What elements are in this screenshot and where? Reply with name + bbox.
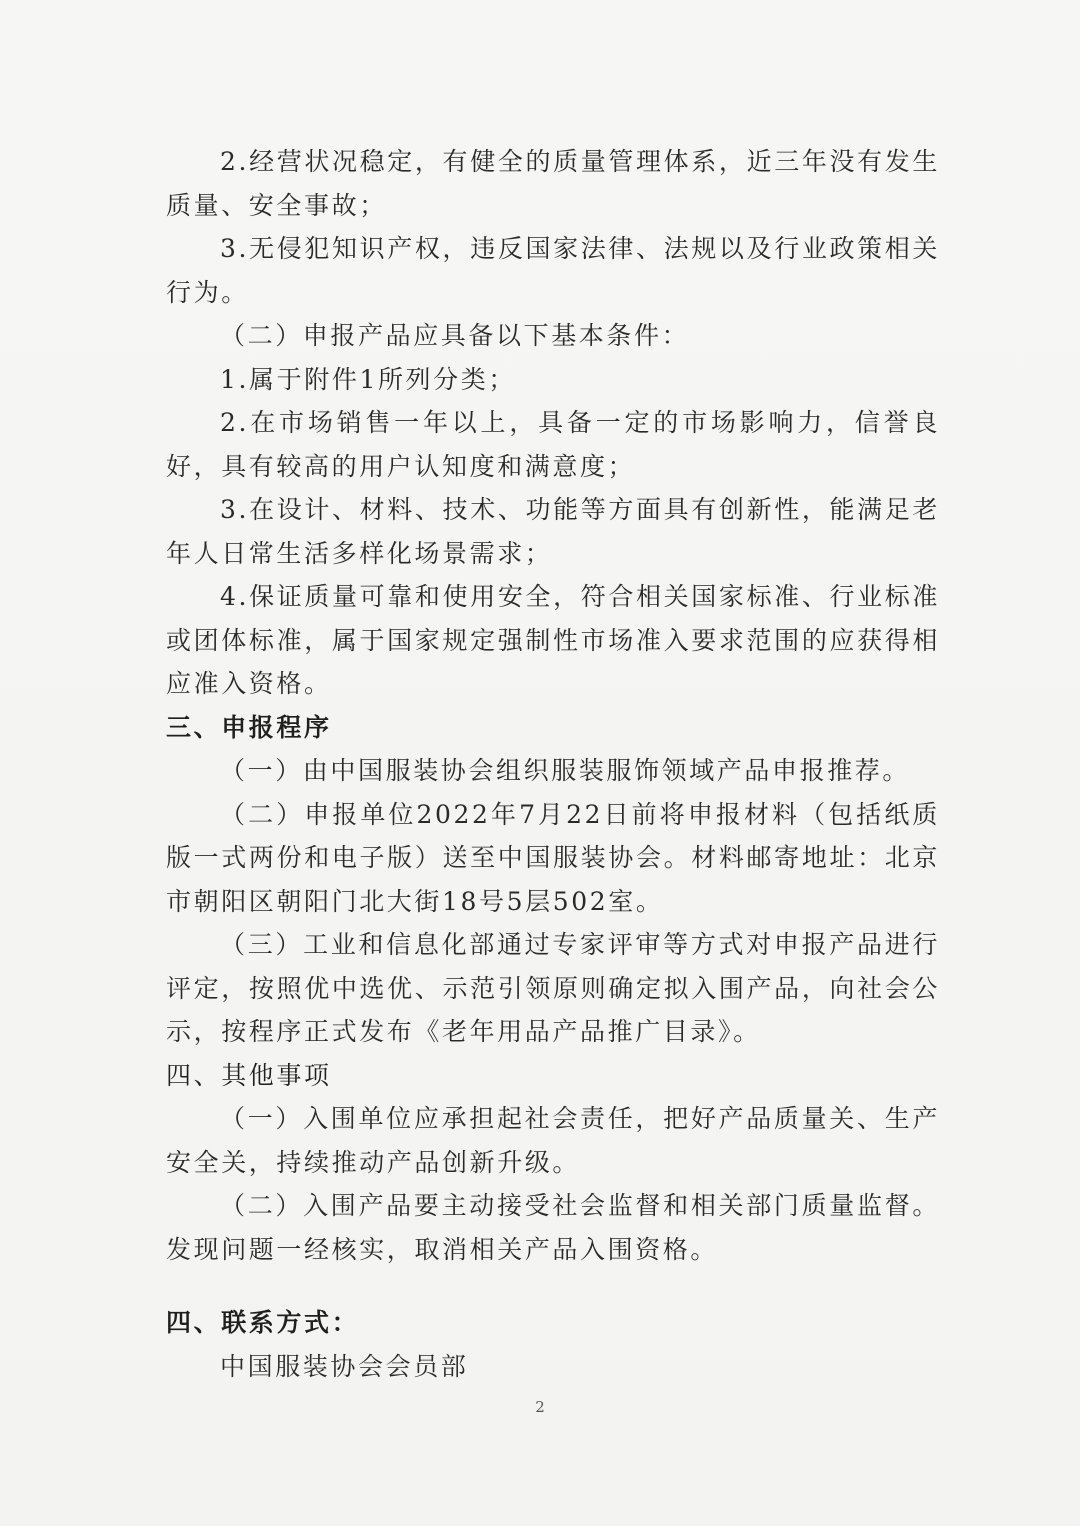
paragraph-other-2: （二）入围产品要主动接受社会监督和相关部门质量监督。发现问题一经核实，取消相关产品入围资格。: [166, 1191, 940, 1264]
document-body: [166, 140, 940, 1388]
section-heading-application-procedure: 三、申报程序: [166, 712, 332, 742]
section-heading-other-matters: 四、其他事项: [166, 1060, 332, 1090]
paragraph-procedure-2: （二）申报单位2022年7月22日前将申报材料（包括纸质版一式两份和电子版）送至中国服装协会。材料邮寄地址：北京市朝阳区朝阳门北大街18号5层502室。: [166, 799, 940, 916]
paragraph-business-status: 2.经营状况稳定，有健全的质量管理体系，近三年没有发生质量、安全事故；: [166, 147, 940, 220]
paragraph-condition-4: 4.保证质量可靠和使用安全，符合相关国家标准、行业标准或团体标准，属于国家规定强制性市场准入要求范围的应获得相应准入资格。: [166, 582, 940, 698]
page-number: 2: [535, 1398, 545, 1416]
paragraph-procedure-3: （三）工业和信息化部通过专家评审等方式对申报产品进行评定，按照优中选优、示范引领原则确定拟入围产品，向社会公示，按程序正式发布《老年用品产品推广目录》。: [166, 930, 940, 1046]
paragraph-condition-2: 2.在市场销售一年以上，具备一定的市场影响力，信誉良好，具有较高的用户认知度和满意度；: [166, 408, 940, 481]
paragraph-no-infringement: 3.无侵犯知识产权，违反国家法律、法规以及行业政策相关行为。: [166, 234, 940, 307]
paragraph-condition-1: 1.属于附件1所列分类；: [220, 364, 516, 394]
paragraph-other-1: （一）入围单位应承担起社会责任，把好产品质量关、生产安全关，持续推动产品创新升级。: [166, 1104, 940, 1177]
paragraph-procedure-1: （一）由中国服装协会组织服装服饰领域产品申报推荐。: [220, 756, 911, 785]
section-heading-contact: 四、联系方式：: [166, 1308, 360, 1337]
section-spacer: [166, 1271, 940, 1301]
contact-department: 中国服装协会会员部: [220, 1351, 469, 1381]
paragraph-condition-3: 3.在设计、材料、技术、功能等方面具有创新性，能满足老年人日常生活多样化场景需求；: [166, 495, 940, 568]
paragraph-product-conditions-intro: （二）申报产品应具备以下基本条件：: [220, 321, 690, 350]
